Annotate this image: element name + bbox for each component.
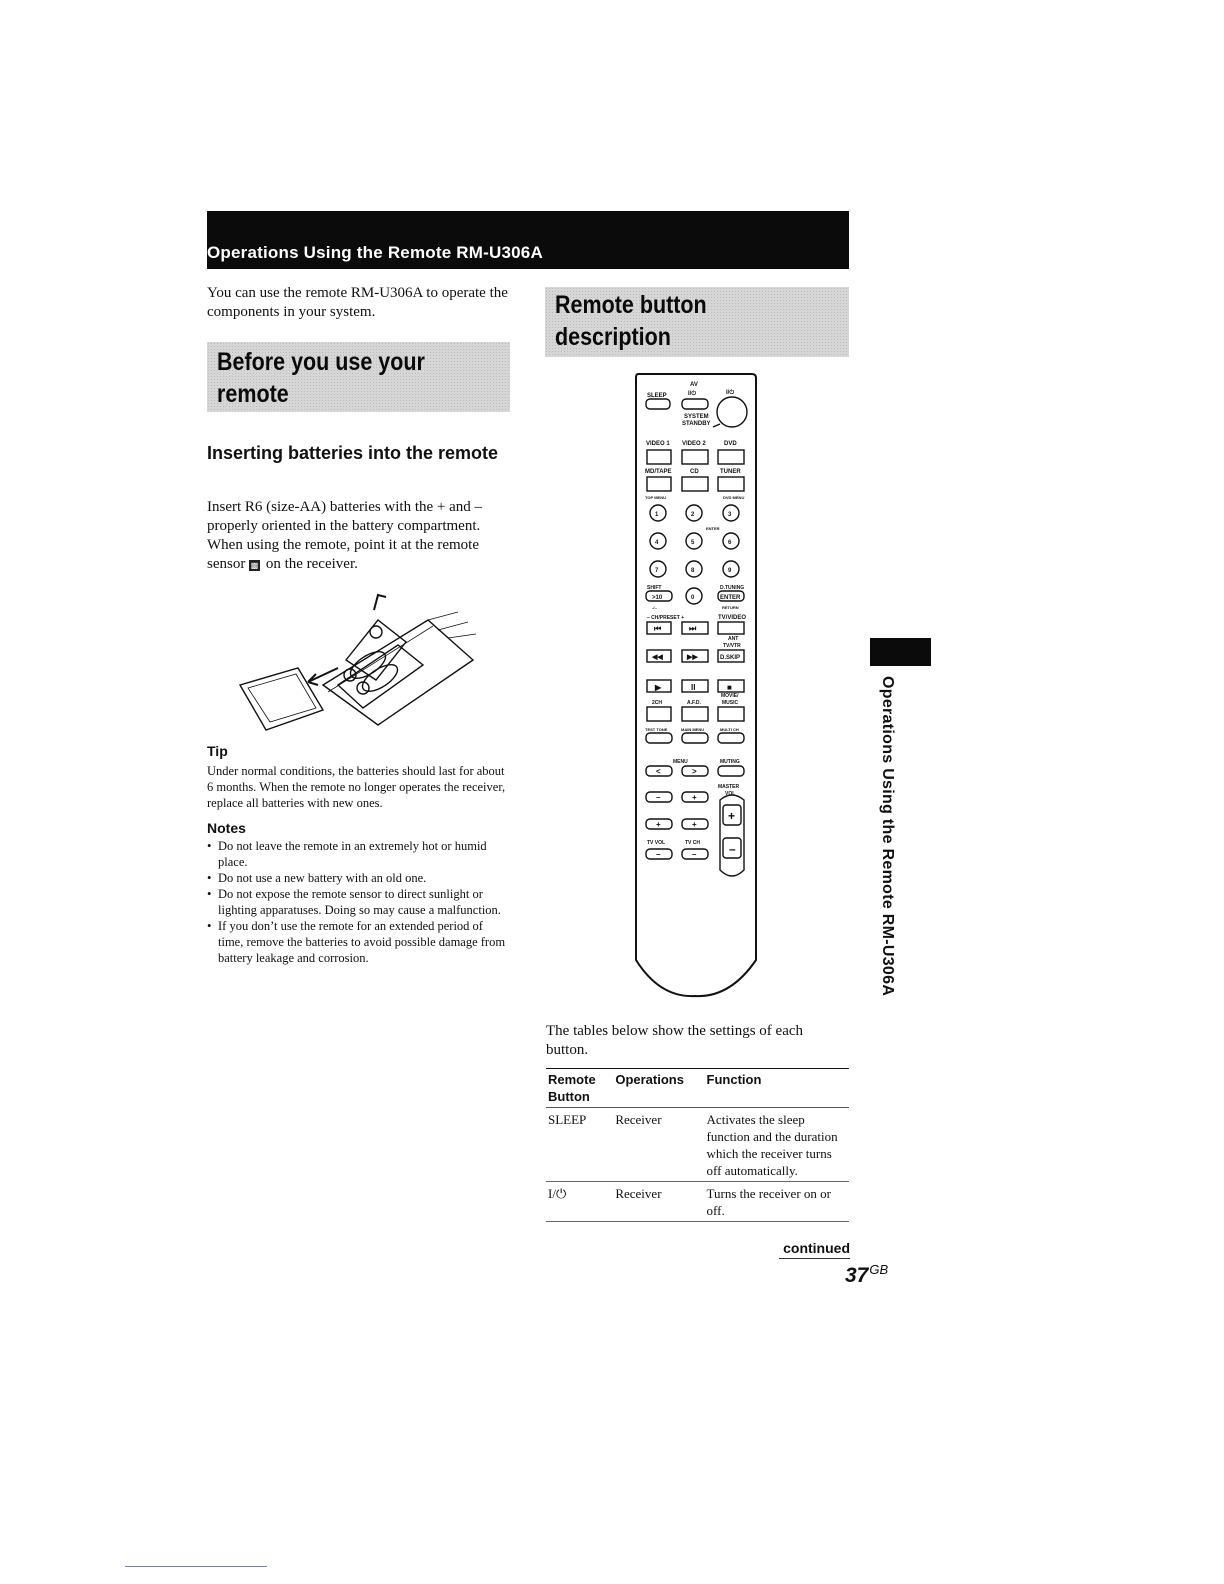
remote-label-dvd: DVD [724,441,737,447]
remote-label-top-menu: TOP MENU [645,495,666,500]
table-header-function: Function [705,1069,849,1108]
remote-key-gt10: >10 [652,595,663,601]
note-item: • Do not leave the remote in an extremely hot or humid place. [207,838,509,870]
notes-heading: Notes [207,820,246,836]
remote-key-6: 6 [728,540,732,546]
remote-description-heading-box [545,287,849,357]
remote-label-movie-music: MUSIC [722,700,739,706]
remote-label-main-menu: MAIN MENU [681,727,705,732]
remote-label-dskip: D.SKIP [720,655,741,661]
remote-key-7: 7 [655,568,659,574]
table-header-row [546,1069,849,1108]
remote-label-2ch: 2CH [652,700,663,706]
remote-label-tuner: TUNER [720,469,741,475]
remote-tv-vol-plus-icon: + [656,820,661,829]
remote-label-ant: TV/VTR [723,643,741,649]
remote-pause-icon: II [691,683,696,692]
table-header-remote-button: Remote Button [546,1069,613,1108]
remote-label-multi-ch: MULTI CH [720,727,739,732]
remote-master-vol-plus-icon: + [728,809,736,823]
remote-label-power: I/⏻ [726,390,735,396]
remote-label-movie-music: MOVIE/ [721,693,739,699]
before-use-heading-box [207,342,510,412]
remote-rew-icon: ◀◀ [652,654,663,661]
before-use-heading: Before you use your remote [217,348,425,408]
chapter-tab-marker [870,638,931,666]
page-number: $37^{GB}$ [845,1262,889,1287]
table-cell: I/⏻ [546,1182,613,1222]
remote-label-test-tone: TEST TONE [645,727,668,732]
remote-label-shift: SHIFT [647,585,662,591]
remote-key-lt: < [656,767,661,776]
remote-key-2: 2 [691,512,695,518]
remote-label-cd: CD [690,469,699,475]
remote-key-9: 9 [728,568,732,574]
remote-label-tv-vol: TV VOL [647,840,666,846]
remote-label-ch-preset: – CH/PRESET + [647,615,685,621]
table-cell: SLEEP [546,1108,613,1182]
table-cell: Turns the receiver on or off. [705,1182,849,1222]
remote-key-0: 0 [691,595,695,601]
remote-label-sleep: SLEEP [647,393,667,399]
tip-heading: Tip [207,743,228,759]
remote-play-icon: ▶ [655,683,662,692]
remote-label-muting: MUTING [720,759,740,765]
remote-tv-ch-minus-icon: – [692,850,697,859]
remote-label-video2: VIDEO 2 [682,441,706,447]
remote-sensor-icon: ▩ [250,561,259,570]
remote-label-system-standby: STANDBY [682,421,711,427]
remote-label-av: AV [690,382,698,388]
remote-description-heading: Remote button description [555,291,707,351]
inserting-batteries-heading: Inserting batteries into the remote [207,443,499,463]
inserting-batteries-text: Insert R6 (size-AA) batteries with the + and – properly oriented in the battery compartment. When using the remote, point it at the remote sensor ▩ on the receiver. [207,499,483,572]
remote-label-menu: MENU [673,759,688,765]
remote-tv-ch-plus-icon: + [692,820,697,829]
remote-key-1: 1 [655,512,659,518]
note-item: • Do not expose the remote sensor to direct sunlight or lighting apparatuses. Doing so may cause a malfunction. [207,886,509,918]
section-header-title: Operations Using the Remote RM-U306A [207,243,543,262]
intro-text: You can use the remote RM-U306A to operate the components in your system. [207,285,508,320]
remote-ff-icon: ▶▶ [687,654,698,661]
remote-label-d-tuning: D.TUNING [720,585,745,591]
footer-rule [125,1566,267,1567]
table-row [546,1108,849,1182]
note-item: • Do not use a new battery with an old one. [207,870,509,886]
note-item: • If you don’t use the remote for an extended period of time, remove the batteries to avoid possible damage from battery leakage and corrosion. [207,918,509,966]
table-cell: Receiver [613,1108,704,1182]
remote-label-ant: ANT [728,636,739,642]
remote-label-system-standby: SYSTEM [684,414,709,420]
battery-insertion-illustration [228,590,480,752]
remote-label-afd: A.F.D. [687,700,701,706]
remote-label-dash: -/-- [652,605,658,610]
remote-button-table [546,1068,849,1222]
remote-label-master-vol: VOL [725,791,736,797]
remote-stop-icon: ■ [727,683,732,692]
tip-text: Under normal conditions, the batteries should last for about 6 months. When the remote no longer operates the receiver, replace all batteries with new ones. [207,764,506,810]
remote-next-icon: ⏭ [689,624,697,633]
remote-prev-icon: ⏮ [654,624,662,633]
remote-key-5: 5 [691,540,695,546]
remote-label-tv-ch: TV CH [685,840,700,846]
remote-label-tv-video: TV/VIDEO [718,615,747,621]
remote-label-video1: VIDEO 1 [646,441,670,447]
remote-key-4: 4 [655,540,659,546]
tables-intro-text: The tables below show the settings of each button. [546,1023,804,1058]
table-header-operations: Operations [613,1069,704,1108]
remote-label-enter-small: ENTER [706,526,720,531]
remote-label-mdtape: MD/TAPE [645,469,672,475]
remote-master-vol-minus-icon: – [729,842,736,856]
notes-list [207,838,509,966]
table-cell: Receiver [613,1182,704,1222]
remote-control-illustration [630,370,760,1002]
remote-tv-vol-minus-icon: – [656,850,661,859]
continued-label: continued [779,1240,850,1259]
chapter-side-label: Operations Using the Remote RM-U306A [879,676,896,997]
remote-key-3: 3 [728,512,732,518]
section-header-bar [207,211,849,269]
remote-label-dvd-menu: DVD MENU [723,495,745,500]
remote-minus-icon: – [656,793,661,802]
remote-key-gt: > [692,767,697,776]
table-row [546,1182,849,1222]
remote-key-enter: ENTER [720,595,741,601]
remote-label-return: RETURN [722,605,739,610]
table-cell: Activates the sleep function and the duration which the receiver turns off automatically. [705,1108,849,1182]
remote-label-av-power: I/⏻ [688,391,697,397]
remote-label-master-vol: MASTER [718,784,740,790]
remote-key-8: 8 [691,568,695,574]
remote-plus-icon: + [692,793,697,802]
